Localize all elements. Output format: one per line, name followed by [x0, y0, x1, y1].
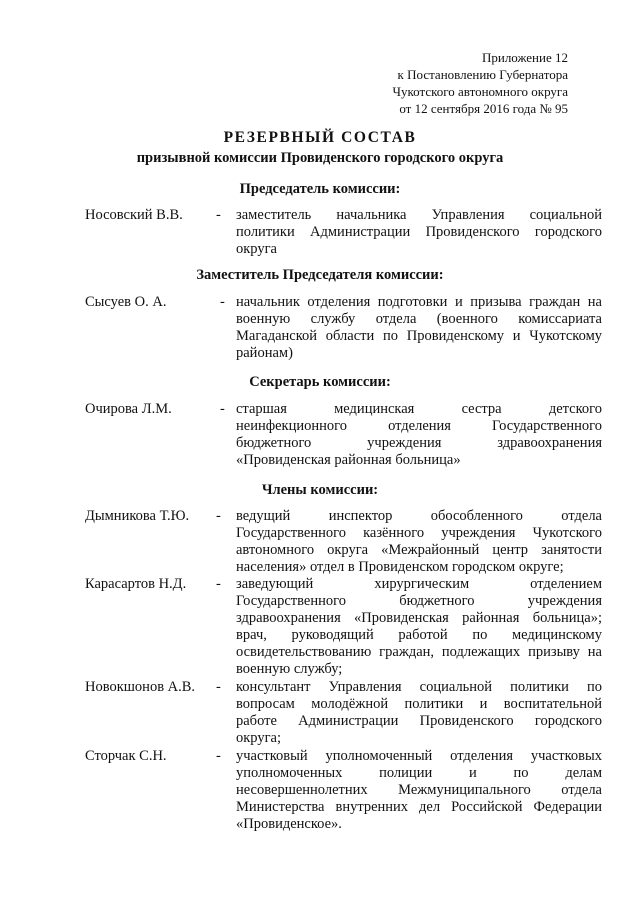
member-dash: -: [216, 679, 221, 695]
position-line: Магаданской области по Провиденскому и Чукотскому: [236, 328, 602, 344]
member-name: Новокшонов А.В.: [85, 679, 196, 695]
member-name: Сторчак С.Н.: [85, 748, 167, 764]
position-line: начальник отделения подготовки и призыва граждан на: [236, 294, 602, 310]
position-line: политики Администрации Провиденского городского: [236, 224, 602, 240]
member-name: Очирова Л.М.: [85, 401, 172, 417]
position-line: старшая медицинская сестра детского: [236, 401, 602, 417]
member-position: [236, 508, 602, 576]
position-line: Министерства внутренних дел Российской Федерации: [236, 799, 602, 815]
member-dash: -: [216, 748, 221, 764]
position-line: ведущий инспектор обособленного отдела: [236, 508, 602, 524]
member-name: Носовский В.В.: [85, 207, 183, 223]
member-name: Карасартов Н.Д.: [85, 576, 187, 592]
member-position: [236, 401, 602, 469]
member-position: [236, 576, 602, 678]
position-line: населения» отдел в Провиденском городском округе;: [236, 559, 564, 575]
position-line: работе Администрации Провиденского городского: [236, 713, 602, 729]
annex-line: Приложение 12: [481, 50, 568, 65]
position-line: военную службу отдела (военного комиссариата: [236, 311, 602, 327]
member-dash: -: [216, 576, 221, 592]
section-heading-members: Члены комиссии:: [261, 482, 379, 498]
position-line: неинфекционного отделения Государственного: [236, 418, 602, 434]
position-line: участковый уполномоченный отделения участковых: [236, 748, 602, 764]
position-line: освидетельствованию граждан, подлежащих призыву на: [236, 644, 602, 660]
member-dash: -: [220, 401, 225, 417]
position-line: несовершеннолетних Межмуниципального отдела: [236, 782, 602, 798]
member-name: Дымникова Т.Ю.: [85, 508, 190, 524]
position-line: здравоохранения «Провиденская районная больница»;: [236, 610, 602, 626]
document-title: РЕЗЕРВНЫЙ СОСТАВ: [223, 129, 417, 146]
position-line: врач, руководящий работой по медицинскому: [236, 627, 602, 643]
position-line: уполномоченных полиции и по делам: [236, 765, 602, 781]
position-line: районам): [236, 345, 293, 361]
annex-line: к Постановлению Губернатора: [397, 67, 568, 82]
position-line: консультант Управления социальной политики по: [236, 679, 602, 695]
document-subtitle: призывной комиссии Провиденского городского округа: [136, 150, 504, 166]
position-line: Государственного казённого учреждения Чукотского: [236, 525, 602, 541]
position-line: «Провиденская районная больница»: [236, 452, 461, 468]
member-dash: -: [216, 508, 221, 524]
position-line: округа;: [236, 730, 282, 746]
member-position: [236, 679, 602, 747]
annex-line: Чукотского автономного округа: [392, 84, 568, 99]
member-dash: -: [220, 294, 225, 310]
member-position: [236, 748, 602, 833]
member-name: Сысуев О. А.: [85, 294, 167, 310]
annex-reference: [318, 49, 568, 117]
position-line: «Провиденское».: [236, 816, 342, 832]
position-line: бюджетного учреждения здравоохранения: [236, 435, 602, 451]
position-line: округа: [236, 241, 277, 257]
position-line: автономного округа «Межрайонный центр занятости: [236, 542, 602, 558]
member-position: [236, 294, 602, 362]
annex-line: от 12 сентября 2016 года № 95: [399, 101, 568, 116]
section-heading-secretary: Секретарь комиссии:: [249, 374, 391, 390]
member-dash: -: [216, 207, 221, 223]
section-heading-deputy: Заместитель Председателя комиссии:: [196, 267, 444, 283]
position-line: заместитель начальника Управления социальной: [236, 207, 602, 223]
position-line: вопросам молодёжной политики и воспитательной: [236, 696, 602, 712]
section-heading-chairman: Председатель комиссии:: [239, 181, 401, 197]
position-line: Государственного бюджетного учреждения: [236, 593, 602, 609]
position-line: военную службу;: [236, 661, 343, 677]
position-line: заведующий хирургическим отделением: [236, 576, 602, 592]
member-position: [236, 207, 602, 258]
